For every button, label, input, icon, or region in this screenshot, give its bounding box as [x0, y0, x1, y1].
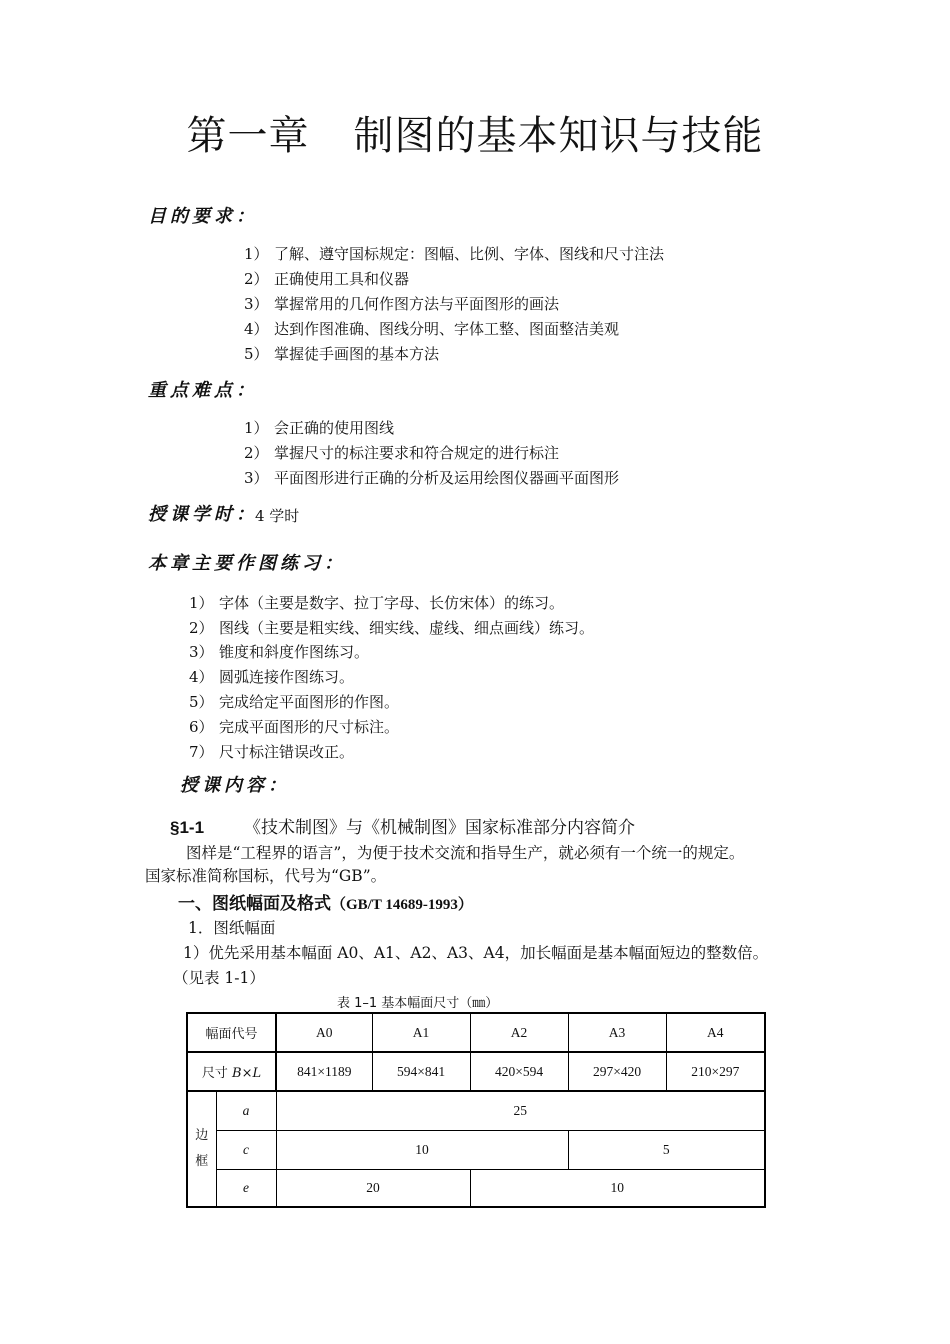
size-code: A1	[372, 1013, 470, 1052]
paper-size-table	[186, 1012, 766, 1208]
size-value: 841×1189	[276, 1052, 372, 1091]
table-row	[187, 1130, 765, 1169]
size-value: 210×297	[666, 1052, 765, 1091]
border-value: 10	[276, 1130, 568, 1169]
border-param-label: c	[216, 1130, 276, 1169]
border-param-label: e	[216, 1169, 276, 1207]
border-value: 25	[276, 1091, 765, 1130]
objective-item: 3） 掌握常用的几何作图方法与平面图形的画法	[244, 295, 560, 313]
exercise-item: 3） 锥度和斜度作图练习。	[189, 643, 370, 661]
size-code: A3	[568, 1013, 666, 1052]
paragraph-line: 1）优先采用基本幅面 A0、A1、A2、A3、A4，加长幅面是基本幅面短边的整数倍。	[183, 944, 769, 962]
header-label: 幅面代号	[187, 1013, 276, 1052]
size-label: 尺寸 B×L	[187, 1052, 276, 1091]
table-row	[187, 1091, 765, 1130]
key-point-item: 3） 平面图形进行正确的分析及运用绘图仪器画平面图形	[244, 469, 620, 487]
size-value: 297×420	[568, 1052, 666, 1091]
exercise-item: 5） 完成给定平面图形的作图。	[189, 693, 400, 711]
paragraph-line: 图样是“工程界的语言”，为便于技术交流和指导生产，就必须有一个统一的规定。	[186, 844, 745, 862]
hours-heading: 授课学时：	[148, 504, 258, 525]
section-heading	[170, 813, 635, 838]
table-row	[187, 1169, 765, 1207]
border-param-label: a	[216, 1091, 276, 1130]
objective-item: 2） 正确使用工具和仪器	[244, 270, 410, 288]
chapter-title	[0, 104, 950, 161]
border-value: 20	[276, 1169, 470, 1207]
hours-value: 4 学时	[255, 507, 300, 525]
table-row	[187, 1052, 765, 1091]
exercise-item: 6） 完成平面图形的尺寸标注。	[189, 718, 400, 736]
chapter-number: 第一章	[186, 113, 310, 159]
size-code: A4	[666, 1013, 765, 1052]
section-number: §1-1	[170, 818, 205, 837]
objective-item: 4） 达到作图准确、图线分明、字体工整、图面整洁美观	[244, 320, 620, 338]
border-value: 5	[568, 1130, 765, 1169]
content-heading: 授课内容：	[180, 775, 290, 796]
size-code: A0	[276, 1013, 372, 1052]
exercise-item: 1） 字体（主要是数字、拉丁字母、长仿宋体）的练习。	[189, 594, 565, 612]
objectives-heading: 目的要求：	[148, 206, 258, 227]
objective-item: 5） 掌握徒手画图的基本方法	[244, 345, 440, 363]
table-reference: （见表 1-1）	[173, 969, 265, 987]
subsection-heading	[178, 889, 473, 914]
size-value: 594×841	[372, 1052, 470, 1091]
exercises-heading: 本章主要作图练习：	[148, 553, 346, 574]
key-point-item: 1） 会正确的使用图线	[244, 419, 395, 437]
chapter-name: 制图的基本知识与技能	[353, 113, 764, 159]
exercise-item: 4） 圆弧连接作图练习。	[189, 668, 355, 686]
size-code: A2	[470, 1013, 568, 1052]
objective-item: 1） 了解、遵守国标规定：图幅、比例、字体、图线和尺寸注法	[244, 245, 665, 263]
key-point-item: 2） 掌握尺寸的标注要求和符合规定的进行标注	[244, 444, 560, 462]
subsection-title: 一、图纸幅面及格式	[178, 894, 331, 914]
paragraph-line: 国家标准简称国标，代号为“GB”。	[145, 867, 387, 885]
border-label: 边 框	[187, 1091, 216, 1207]
exercise-item: 2） 图线（主要是粗实线、细实线、虚线、细点画线）练习。	[189, 619, 595, 637]
exercise-item: 7） 尺寸标注错误改正。	[189, 743, 355, 761]
size-value: 420×594	[470, 1052, 568, 1091]
border-value: 10	[470, 1169, 765, 1207]
table-caption: 表 1–1 基本幅面尺寸（㎜）	[337, 996, 499, 1011]
table-row	[187, 1013, 765, 1052]
standard-code: （GB/T 14689-1993）	[331, 897, 473, 913]
list-heading: 1．图纸幅面	[188, 919, 276, 937]
section-title: 《技术制图》与《机械制图》国家标准部分内容简介	[244, 818, 636, 838]
key-points-heading: 重点难点：	[148, 380, 258, 401]
